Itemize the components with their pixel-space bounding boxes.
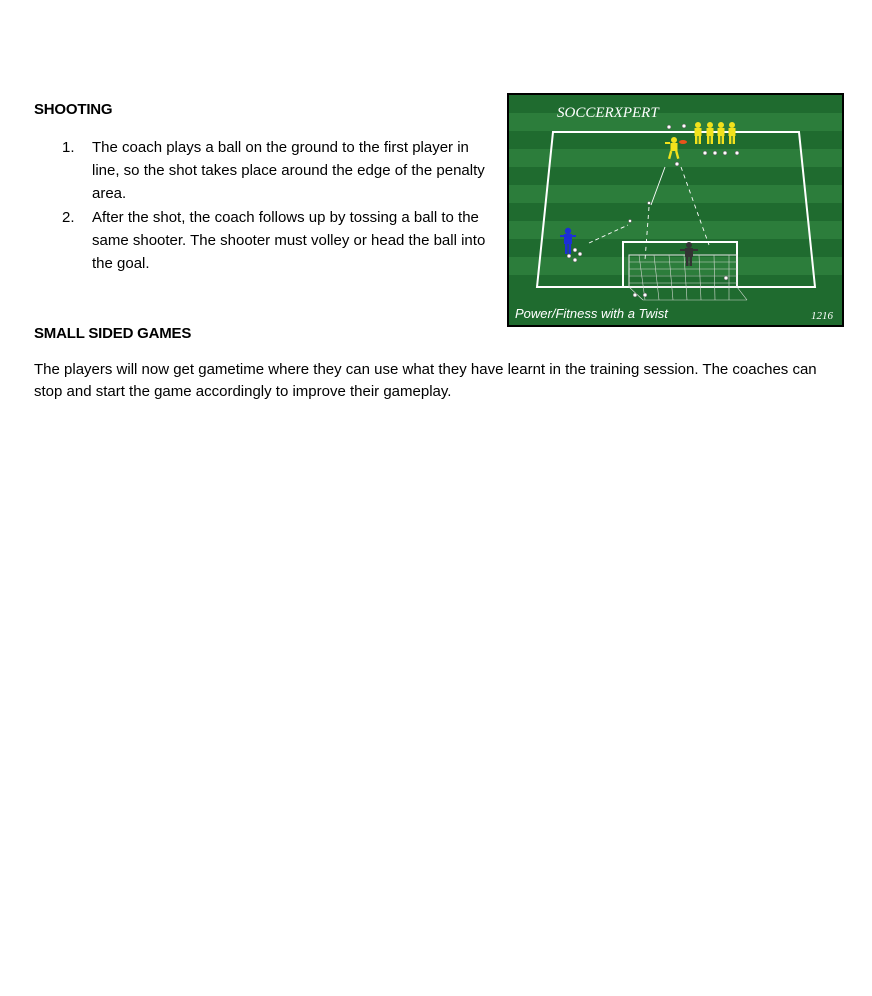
diagram-code: 1216 xyxy=(811,310,833,322)
small-sided-games-heading: SMALL SIDED GAMES xyxy=(34,325,192,342)
shooting-heading: SHOOTING xyxy=(34,101,113,118)
shooting-steps-list xyxy=(60,136,500,276)
drill-diagram xyxy=(507,93,844,327)
pitch-stripes xyxy=(509,95,842,325)
step-text: The coach plays a ball on the ground to the first player in line, so the shot takes place around the edge of the penalty area. xyxy=(92,139,485,202)
step-number: 2. xyxy=(62,209,75,226)
cone-icon xyxy=(679,140,687,144)
list-item xyxy=(60,136,500,205)
step-number: 1. xyxy=(62,139,75,156)
small-sided-games-text: The players will now get gametime where they can use what they have learnt in the training session. The coaches can stop and start the game accordingly to improve their gameplay. xyxy=(34,361,817,400)
step-text: After the shot, the coach follows up by tossing a ball to the same shooter. The shooter must volley or head the ball into the goal. xyxy=(92,209,486,272)
soccerxpert-logo: SOCCERXPERT xyxy=(557,105,659,121)
diagram-caption: Power/Fitness with a Twist xyxy=(515,306,668,321)
list-item xyxy=(60,206,500,275)
pitch-svg xyxy=(509,95,842,325)
